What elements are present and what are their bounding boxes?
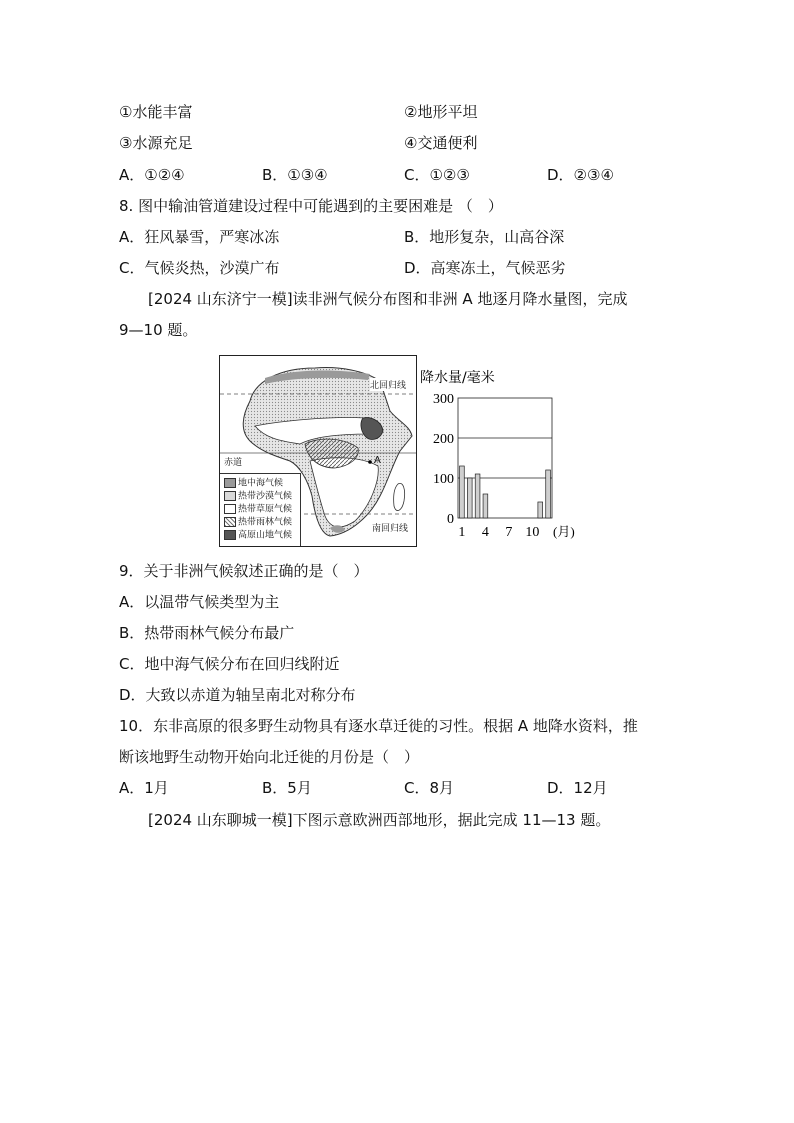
q10-stem-line1: 10．东非高原的很多野生动物具有逐水草迁徙的习性。根据 A 地降水资料，推 — [119, 717, 638, 735]
madagascar — [394, 483, 405, 510]
legend-savanna: 热带草原气候 — [224, 504, 292, 516]
q8-option-c: C．气候炎热，沙漠广布 — [119, 259, 280, 277]
chart-bar — [460, 466, 465, 518]
q9-option-d: D．大致以赤道为轴呈南北对称分布 — [119, 686, 356, 704]
chart-bar — [467, 478, 472, 518]
q7-statement-1: ①水能丰富 — [119, 103, 193, 121]
label-point-a: A — [374, 455, 381, 466]
chart-xtick-label: 7 — [505, 525, 513, 540]
q10-option-c: C．8月 — [404, 779, 455, 797]
legend-rainforest: 热带雨林气候 — [224, 517, 292, 529]
q7-option-a: A．①②④ — [119, 166, 185, 184]
chart-xtick-label: 10 — [525, 525, 540, 540]
chart-ytick-label: 0 — [447, 512, 454, 527]
chart-ylabel: 降水量/毫米 — [420, 370, 495, 386]
label-tropic-capricorn: 南回归线 — [372, 521, 408, 534]
q8-option-b: B．地形复杂，山高谷深 — [404, 228, 565, 246]
label-equator: 赤道 — [224, 458, 243, 468]
map-legend — [220, 473, 301, 546]
chart-ytick-label: 100 — [433, 472, 454, 487]
chart-xtick-label: 4 — [481, 525, 489, 540]
chart-ytick-label: 200 — [433, 432, 454, 447]
precipitation-chart — [420, 368, 580, 546]
q8-stem: 8. 图中输油管道建设过程中可能遇到的主要困难是 （ ） — [119, 197, 503, 215]
chart-bar — [483, 494, 488, 518]
q10-stem-line2: 断该地野生动物开始向北迁徙的月份是（ ） — [119, 748, 420, 766]
q10-option-b: B．5月 — [262, 779, 312, 797]
q8-option-d: D．高寒冻土，气候恶劣 — [404, 259, 566, 277]
intro-9-10-line2: 9—10 题。 — [119, 321, 198, 339]
legend-mediterranean: 地中海气候 — [224, 478, 283, 490]
q7-option-c: C．①②③ — [404, 166, 470, 184]
q7-statement-3: ③水源充足 — [119, 134, 193, 152]
chart-xtick-label: 1 — [458, 525, 466, 540]
chart-ytick-label: 300 — [433, 392, 454, 407]
q7-statement-4: ④交通便利 — [404, 134, 478, 152]
chart-bar — [538, 502, 543, 518]
africa-climate-map — [219, 355, 417, 547]
q8-option-a: A．狂风暴雪，严寒冰冻 — [119, 228, 280, 246]
intro-9-10-line1: [2024 山东济宁一模]读非洲气候分布图和非洲 A 地逐月降水量图，完成 — [148, 290, 628, 308]
point-a-marker — [368, 460, 372, 464]
q7-statement-2: ②地形平坦 — [404, 103, 478, 121]
q9-option-b: B．热带雨林气候分布最广 — [119, 624, 295, 642]
q9-option-a: A．以温带气候类型为主 — [119, 593, 280, 611]
precipitation-chart-svg — [420, 368, 580, 546]
q7-option-b: B．①③④ — [262, 166, 328, 184]
chart-bar — [475, 474, 480, 518]
legend-highland: 高原山地气候 — [224, 530, 292, 542]
q7-option-d: D．②③④ — [547, 166, 614, 184]
q9-option-c: C．地中海气候分布在回归线附近 — [119, 655, 340, 673]
intro-11-13: [2024 山东聊城一模]下图示意欧洲西部地形，据此完成 11—13 题。 — [148, 811, 611, 829]
q9-stem: 9．关于非洲气候叙述正确的是（ ） — [119, 562, 369, 580]
legend-desert: 热带沙漠气候 — [224, 491, 292, 503]
chart-bar — [546, 470, 551, 518]
chart-xlabel: (月) — [553, 524, 575, 539]
q10-option-a: A．1月 — [119, 779, 169, 797]
label-tropic-cancer: 北回归线 — [370, 378, 406, 391]
q10-option-d: D．12月 — [547, 779, 608, 797]
